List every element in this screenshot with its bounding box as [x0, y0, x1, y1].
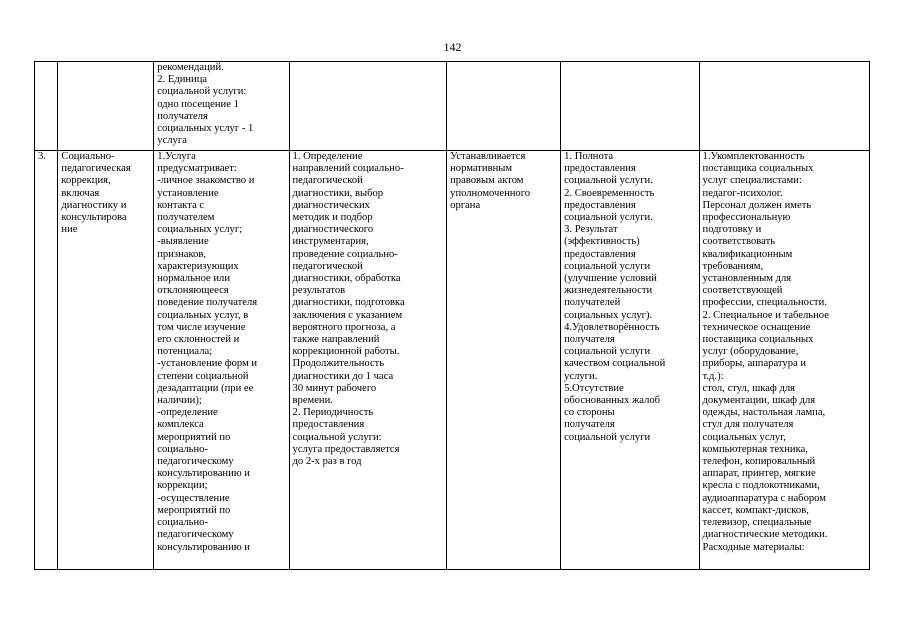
cell-service-cost: Устанавливается нормативным правовым актом уполномоченного органа — [447, 151, 561, 570]
cell-service-conditions: 1.Укомплектованность поставщика социальных услуг специалистами: педагог-психолог. Персонал должен иметь профессиональную подготовку и соответствовать квалификационным требованиям, установленным для соответствующей профессии, специальности. 2. Специальное и табельное техническое оснащение поставщика социальных услуг (оборудование, приборы, аппаратура и т.д.): стол, стул, шкаф для документации, шкаф для одежды, настольная лампа, стул для получателя социальных услуг, компьютерная техника, телефон, копировальный аппарат, принтер, мягкие кресла с подлокотниками, аудиоаппаратура с набором кассет, компакт-дисков, телевизор, специальные диагностические методики. Расходные материалы: — [699, 151, 869, 570]
cell-service-name — [58, 62, 154, 151]
services-table — [34, 61, 870, 570]
cell-service-volume — [289, 62, 447, 151]
cell-service-cost — [447, 62, 561, 151]
cell-quality-indicators — [561, 62, 699, 151]
cell-service-name: Социально- педагогическая коррекция, включая диагностику и консультирова ние — [58, 151, 154, 570]
cell-service-conditions — [699, 62, 869, 151]
cell-service-volume: 1. Определение направлений социально- педагогической диагностики, выбор диагностических методик и подбор диагностического инструментария, проведение социально- педагогической диагностики, обработка результатов диагностики, подготовка заключения с указанием вероятного прогноза, а также направлений коррекционной работы. Продолжительность диагностики до 1 часа 30 минут рабочего времени. 2. Периодичность предоставления социальной услуги: услуга предоставляется до 2-х раз в год — [289, 151, 447, 570]
cell-service-description: рекомендаций. 2. Единица социальной услуги: одно посещение 1 получателя социальных услуг - 1 услуга — [154, 62, 289, 151]
cell-number: 3. — [35, 151, 58, 570]
cell-service-description: 1.Услуга предусматривает: -личное знакомство и установление контакта с получателем социальных услуг; -выявление признаков, характеризующих нормальное или отклоняющееся поведение получателя социальных услуг, в том числе изучение его склонностей и потенциала; -установление форм и степени социальной дезадаптации (при ее наличии); -определение комплекса мероприятий по социально- педагогическому консультированию и коррекции; -осуществление мероприятий по социально- педагогическому консультированию и — [154, 151, 289, 570]
table-row — [35, 151, 870, 570]
cell-quality-indicators: 1. Полнота предоставления социальной услуги. 2. Своевременность предоставления социальной услуги. 3. Результат (эффективность) предоставления социальной услуги (улучшение условий жизнедеятельности получателей социальных услуг). 4.Удовлетворённость получателя социальной услуги качеством социальной услуги. 5.Отсутствие обоснованных жалоб со стороны получателя социальной услуги — [561, 151, 699, 570]
cell-number — [35, 62, 58, 151]
table-row — [35, 62, 870, 151]
page-number: 142 — [443, 40, 462, 54]
